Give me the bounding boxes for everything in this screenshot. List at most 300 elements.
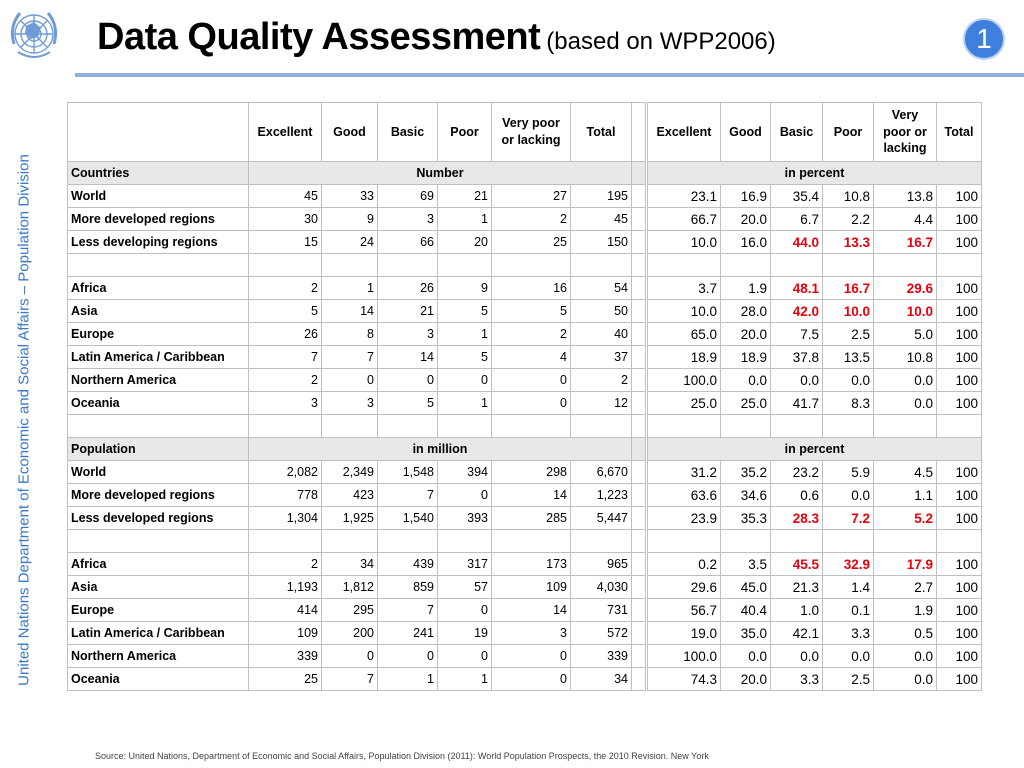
value-cell: 5.9 xyxy=(823,461,874,484)
value-cell: 12 xyxy=(571,392,632,415)
value-cell: 100 xyxy=(937,484,982,507)
value-cell: 24 xyxy=(322,231,378,254)
value-cell: 100 xyxy=(937,208,982,231)
value-cell: 0 xyxy=(322,645,378,668)
column-header: Good xyxy=(322,103,378,162)
value-cell: 2.2 xyxy=(823,208,874,231)
column-header: Poor xyxy=(438,103,492,162)
value-cell: 100 xyxy=(937,323,982,346)
value-cell: 23.1 xyxy=(648,185,721,208)
table-row xyxy=(648,208,982,231)
title-subtitle: (based on WPP2006) xyxy=(546,28,776,55)
value-cell: 0 xyxy=(322,369,378,392)
row-label: Latin America / Caribbean xyxy=(68,622,249,645)
table-row xyxy=(68,277,646,300)
table-row xyxy=(68,530,646,553)
gap-cell xyxy=(632,645,646,668)
table-row xyxy=(68,668,646,691)
value-cell: 295 xyxy=(322,599,378,622)
value-cell: 18.9 xyxy=(648,346,721,369)
value-cell: 1 xyxy=(438,392,492,415)
value-cell: 1,540 xyxy=(378,507,438,530)
value-cell: 0 xyxy=(492,369,571,392)
gap-cell xyxy=(632,254,646,277)
value-cell: 8 xyxy=(322,323,378,346)
table-row xyxy=(648,300,982,323)
table-row xyxy=(68,346,646,369)
value-cell: 0.0 xyxy=(823,369,874,392)
source-note: Source: United Nations, Department of Economic and Social Affairs, Population Division (2011): World Population Prospects, the 2010 Revision. New York xyxy=(95,751,709,761)
table-row xyxy=(648,323,982,346)
value-cell xyxy=(322,415,378,438)
value-cell: 25.0 xyxy=(721,392,771,415)
row-label xyxy=(68,530,249,553)
value-cell: 100 xyxy=(937,185,982,208)
value-cell: 3.3 xyxy=(771,668,823,691)
section-caption: in million xyxy=(249,438,632,461)
table-row xyxy=(648,185,982,208)
value-cell: 3 xyxy=(322,392,378,415)
value-cell: 10.0 xyxy=(648,300,721,323)
gap-cell xyxy=(632,599,646,622)
value-cell: 10.8 xyxy=(823,185,874,208)
value-cell xyxy=(438,530,492,553)
value-cell: 173 xyxy=(492,553,571,576)
value-cell: 2 xyxy=(492,323,571,346)
table-row xyxy=(648,346,982,369)
value-cell: 2.7 xyxy=(874,576,937,599)
value-cell: 0 xyxy=(438,484,492,507)
gap-cell xyxy=(632,484,646,507)
value-cell: 100.0 xyxy=(648,645,721,668)
value-cell: 241 xyxy=(378,622,438,645)
value-cell: 4,030 xyxy=(571,576,632,599)
value-cell: 100 xyxy=(937,346,982,369)
gap-cell xyxy=(632,185,646,208)
table-row xyxy=(68,645,646,668)
table-row xyxy=(68,553,646,576)
value-cell: 200 xyxy=(322,622,378,645)
table-row xyxy=(648,254,982,277)
value-cell xyxy=(937,530,982,553)
value-cell: 0.0 xyxy=(771,645,823,668)
gap-cell xyxy=(632,530,646,553)
value-cell xyxy=(249,415,322,438)
value-cell: 31.2 xyxy=(648,461,721,484)
value-cell: 30 xyxy=(249,208,322,231)
highlighted-value-cell: 5.2 xyxy=(874,507,937,530)
gap-cell xyxy=(632,323,646,346)
value-cell: 8.3 xyxy=(823,392,874,415)
table-row xyxy=(648,415,982,438)
value-cell: 0.1 xyxy=(823,599,874,622)
value-cell: 778 xyxy=(249,484,322,507)
highlighted-value-cell: 44.0 xyxy=(771,231,823,254)
header-row xyxy=(68,103,646,162)
value-cell xyxy=(378,530,438,553)
table-row xyxy=(648,277,982,300)
value-cell: 7 xyxy=(249,346,322,369)
value-cell: 394 xyxy=(438,461,492,484)
value-cell: 10.0 xyxy=(648,231,721,254)
value-cell: 66 xyxy=(378,231,438,254)
value-cell: 1 xyxy=(322,277,378,300)
row-label: Asia xyxy=(68,576,249,599)
table-row xyxy=(68,392,646,415)
highlighted-value-cell: 10.0 xyxy=(874,300,937,323)
value-cell: 63.6 xyxy=(648,484,721,507)
value-cell: 2,082 xyxy=(249,461,322,484)
value-cell: 6,670 xyxy=(571,461,632,484)
value-cell: 0.0 xyxy=(874,369,937,392)
value-cell: 1 xyxy=(378,668,438,691)
value-cell xyxy=(823,530,874,553)
value-cell: 0 xyxy=(438,645,492,668)
table-row xyxy=(648,231,982,254)
row-label: Africa xyxy=(68,277,249,300)
value-cell: 100 xyxy=(937,461,982,484)
column-header: Very poor or lacking xyxy=(874,103,937,162)
gap-cell xyxy=(632,415,646,438)
title-main: Data Quality Assessment xyxy=(97,16,541,58)
row-label: More developed regions xyxy=(68,484,249,507)
value-cell: 1.9 xyxy=(874,599,937,622)
value-cell xyxy=(648,415,721,438)
value-cell: 393 xyxy=(438,507,492,530)
value-cell: 4.5 xyxy=(874,461,937,484)
row-label: Northern America xyxy=(68,369,249,392)
value-cell: 2 xyxy=(249,369,322,392)
section-label: Population xyxy=(68,438,249,461)
row-label: Asia xyxy=(68,300,249,323)
value-cell: 3 xyxy=(378,323,438,346)
value-cell: 7 xyxy=(378,599,438,622)
value-cell: 0.0 xyxy=(771,369,823,392)
value-cell xyxy=(378,415,438,438)
value-cell: 859 xyxy=(378,576,438,599)
section-caption: in percent xyxy=(648,438,982,461)
value-cell: 19.0 xyxy=(648,622,721,645)
value-cell: 0.6 xyxy=(771,484,823,507)
highlighted-value-cell: 13.3 xyxy=(823,231,874,254)
value-cell: 0.2 xyxy=(648,553,721,576)
title-divider xyxy=(75,73,1024,77)
value-cell xyxy=(492,415,571,438)
value-cell: 423 xyxy=(322,484,378,507)
value-cell: 9 xyxy=(438,277,492,300)
value-cell xyxy=(874,415,937,438)
value-cell: 1 xyxy=(438,668,492,691)
value-cell: 13.5 xyxy=(823,346,874,369)
highlighted-value-cell: 17.9 xyxy=(874,553,937,576)
table-row xyxy=(68,484,646,507)
value-cell: 100 xyxy=(937,622,982,645)
table-row xyxy=(68,300,646,323)
value-cell: 0 xyxy=(492,645,571,668)
row-label: Europe xyxy=(68,599,249,622)
value-cell: 731 xyxy=(571,599,632,622)
value-cell: 414 xyxy=(249,599,322,622)
value-cell: 20.0 xyxy=(721,668,771,691)
value-cell: 100 xyxy=(937,668,982,691)
value-cell: 0 xyxy=(378,645,438,668)
highlighted-value-cell: 32.9 xyxy=(823,553,874,576)
section-row xyxy=(648,162,982,185)
value-cell xyxy=(721,415,771,438)
table-row xyxy=(68,323,646,346)
value-cell: 2 xyxy=(249,277,322,300)
table-row xyxy=(68,415,646,438)
value-cell: 37.8 xyxy=(771,346,823,369)
value-cell: 2 xyxy=(249,553,322,576)
value-cell: 0 xyxy=(438,599,492,622)
value-cell: 0.0 xyxy=(721,369,771,392)
value-cell: 1 xyxy=(438,323,492,346)
table-row xyxy=(68,254,646,277)
value-cell: 23.2 xyxy=(771,461,823,484)
value-cell xyxy=(322,530,378,553)
value-cell: 27 xyxy=(492,185,571,208)
value-cell: 35.4 xyxy=(771,185,823,208)
value-cell: 1,193 xyxy=(249,576,322,599)
value-cell xyxy=(322,254,378,277)
value-cell: 1.1 xyxy=(874,484,937,507)
value-cell: 2.5 xyxy=(823,668,874,691)
value-cell: 16.9 xyxy=(721,185,771,208)
row-label: Oceania xyxy=(68,668,249,691)
table-row xyxy=(648,507,982,530)
value-cell xyxy=(937,254,982,277)
value-cell: 20.0 xyxy=(721,208,771,231)
value-cell: 195 xyxy=(571,185,632,208)
value-cell: 42.1 xyxy=(771,622,823,645)
row-label: Africa xyxy=(68,553,249,576)
value-cell: 1,548 xyxy=(378,461,438,484)
row-label xyxy=(68,415,249,438)
column-header: Total xyxy=(571,103,632,162)
gap-cell xyxy=(632,392,646,415)
value-cell: 2 xyxy=(571,369,632,392)
value-cell: 7.5 xyxy=(771,323,823,346)
row-label: More developed regions xyxy=(68,208,249,231)
value-cell xyxy=(438,254,492,277)
row-label: Less developing regions xyxy=(68,231,249,254)
value-cell: 4 xyxy=(492,346,571,369)
gap-cell xyxy=(632,162,646,185)
table-row xyxy=(648,576,982,599)
value-cell: 7 xyxy=(322,346,378,369)
value-cell: 7 xyxy=(378,484,438,507)
value-cell: 5 xyxy=(378,392,438,415)
highlighted-value-cell: 45.5 xyxy=(771,553,823,576)
slide-number-badge: 1 xyxy=(963,18,1005,60)
value-cell: 21 xyxy=(378,300,438,323)
value-cell: 41.7 xyxy=(771,392,823,415)
value-cell: 572 xyxy=(571,622,632,645)
value-cell: 18.9 xyxy=(721,346,771,369)
value-cell: 339 xyxy=(249,645,322,668)
table-row xyxy=(68,208,646,231)
value-cell: 40 xyxy=(571,323,632,346)
column-header: Excellent xyxy=(249,103,322,162)
column-header: Very poor or lacking xyxy=(492,103,571,162)
value-cell: 0.0 xyxy=(874,392,937,415)
value-cell: 3.7 xyxy=(648,277,721,300)
value-cell: 1,304 xyxy=(249,507,322,530)
table-row xyxy=(68,507,646,530)
table-row xyxy=(648,392,982,415)
value-cell: 285 xyxy=(492,507,571,530)
value-cell: 45.0 xyxy=(721,576,771,599)
value-cell: 13.8 xyxy=(874,185,937,208)
value-cell xyxy=(721,530,771,553)
value-cell: 0.0 xyxy=(874,668,937,691)
value-cell: 54 xyxy=(571,277,632,300)
table-row xyxy=(68,231,646,254)
value-cell: 6.7 xyxy=(771,208,823,231)
section-caption: Number xyxy=(249,162,632,185)
value-cell: 45 xyxy=(249,185,322,208)
value-cell: 69 xyxy=(378,185,438,208)
value-cell: 20.0 xyxy=(721,323,771,346)
value-cell: 439 xyxy=(378,553,438,576)
value-cell: 45 xyxy=(571,208,632,231)
value-cell: 35.2 xyxy=(721,461,771,484)
value-cell: 37 xyxy=(571,346,632,369)
value-cell: 1,925 xyxy=(322,507,378,530)
table-row xyxy=(648,553,982,576)
table-row xyxy=(648,668,982,691)
value-cell: 34 xyxy=(571,668,632,691)
value-cell: 35.3 xyxy=(721,507,771,530)
table-row xyxy=(648,530,982,553)
table-row xyxy=(68,369,646,392)
value-cell: 100 xyxy=(937,507,982,530)
value-cell: 4.4 xyxy=(874,208,937,231)
value-cell: 1.0 xyxy=(771,599,823,622)
slide-title xyxy=(97,16,776,59)
highlighted-value-cell: 10.0 xyxy=(823,300,874,323)
value-cell: 57 xyxy=(438,576,492,599)
row-label: Northern America xyxy=(68,645,249,668)
gap-cell xyxy=(632,231,646,254)
value-cell xyxy=(874,530,937,553)
gap-cell xyxy=(632,507,646,530)
value-cell: 2,349 xyxy=(322,461,378,484)
value-cell: 2 xyxy=(492,208,571,231)
table-row xyxy=(68,622,646,645)
value-cell: 5.0 xyxy=(874,323,937,346)
row-label xyxy=(68,254,249,277)
value-cell xyxy=(571,254,632,277)
value-cell: 34.6 xyxy=(721,484,771,507)
value-cell: 65.0 xyxy=(648,323,721,346)
value-cell: 109 xyxy=(492,576,571,599)
value-cell: 40.4 xyxy=(721,599,771,622)
value-cell: 100 xyxy=(937,300,982,323)
value-cell xyxy=(648,530,721,553)
gap-cell xyxy=(632,208,646,231)
value-cell: 25 xyxy=(492,231,571,254)
value-cell xyxy=(249,530,322,553)
value-cell: 1.4 xyxy=(823,576,874,599)
value-cell xyxy=(721,254,771,277)
value-cell: 0.0 xyxy=(721,645,771,668)
gap-cell xyxy=(632,300,646,323)
value-cell: 109 xyxy=(249,622,322,645)
value-cell: 0 xyxy=(378,369,438,392)
value-cell: 0.0 xyxy=(823,645,874,668)
table-row xyxy=(648,369,982,392)
value-cell: 100 xyxy=(937,231,982,254)
value-cell: 15 xyxy=(249,231,322,254)
value-cell: 28.0 xyxy=(721,300,771,323)
column-header: Good xyxy=(721,103,771,162)
value-cell xyxy=(571,415,632,438)
highlighted-value-cell: 16.7 xyxy=(823,277,874,300)
value-cell xyxy=(648,254,721,277)
value-cell: 0.0 xyxy=(874,645,937,668)
value-cell xyxy=(492,530,571,553)
value-cell xyxy=(823,415,874,438)
table-row xyxy=(648,622,982,645)
value-cell xyxy=(874,254,937,277)
gap-cell xyxy=(632,553,646,576)
value-cell: 965 xyxy=(571,553,632,576)
value-cell: 150 xyxy=(571,231,632,254)
value-cell xyxy=(823,254,874,277)
highlighted-value-cell: 29.6 xyxy=(874,277,937,300)
value-cell: 10.8 xyxy=(874,346,937,369)
gap-cell xyxy=(632,668,646,691)
value-cell: 100 xyxy=(937,392,982,415)
value-cell: 1,812 xyxy=(322,576,378,599)
value-cell: 14 xyxy=(492,484,571,507)
column-header: Poor xyxy=(823,103,874,162)
value-cell: 0.5 xyxy=(874,622,937,645)
column-header: Basic xyxy=(771,103,823,162)
value-cell: 35.0 xyxy=(721,622,771,645)
table-row xyxy=(68,599,646,622)
gap-cell xyxy=(632,576,646,599)
value-cell: 0 xyxy=(492,392,571,415)
column-header: Total xyxy=(937,103,982,162)
sidebar-vertical-text: United Nations Department of Economic and Social Affairs – Population Division xyxy=(15,154,33,686)
table-row xyxy=(648,461,982,484)
value-cell: 0 xyxy=(492,668,571,691)
section-row xyxy=(68,162,646,185)
value-cell: 5 xyxy=(492,300,571,323)
value-cell: 317 xyxy=(438,553,492,576)
value-cell: 20 xyxy=(438,231,492,254)
highlighted-value-cell: 28.3 xyxy=(771,507,823,530)
value-cell: 29.6 xyxy=(648,576,721,599)
value-cell xyxy=(937,415,982,438)
row-label: World xyxy=(68,185,249,208)
row-label: World xyxy=(68,461,249,484)
highlighted-value-cell: 48.1 xyxy=(771,277,823,300)
value-cell: 16.0 xyxy=(721,231,771,254)
value-cell: 56.7 xyxy=(648,599,721,622)
value-cell: 21.3 xyxy=(771,576,823,599)
value-cell: 1,223 xyxy=(571,484,632,507)
column-header: Excellent xyxy=(648,103,721,162)
value-cell: 100 xyxy=(937,599,982,622)
value-cell xyxy=(438,415,492,438)
value-cell: 7 xyxy=(322,668,378,691)
table-row xyxy=(68,461,646,484)
value-cell: 1.9 xyxy=(721,277,771,300)
